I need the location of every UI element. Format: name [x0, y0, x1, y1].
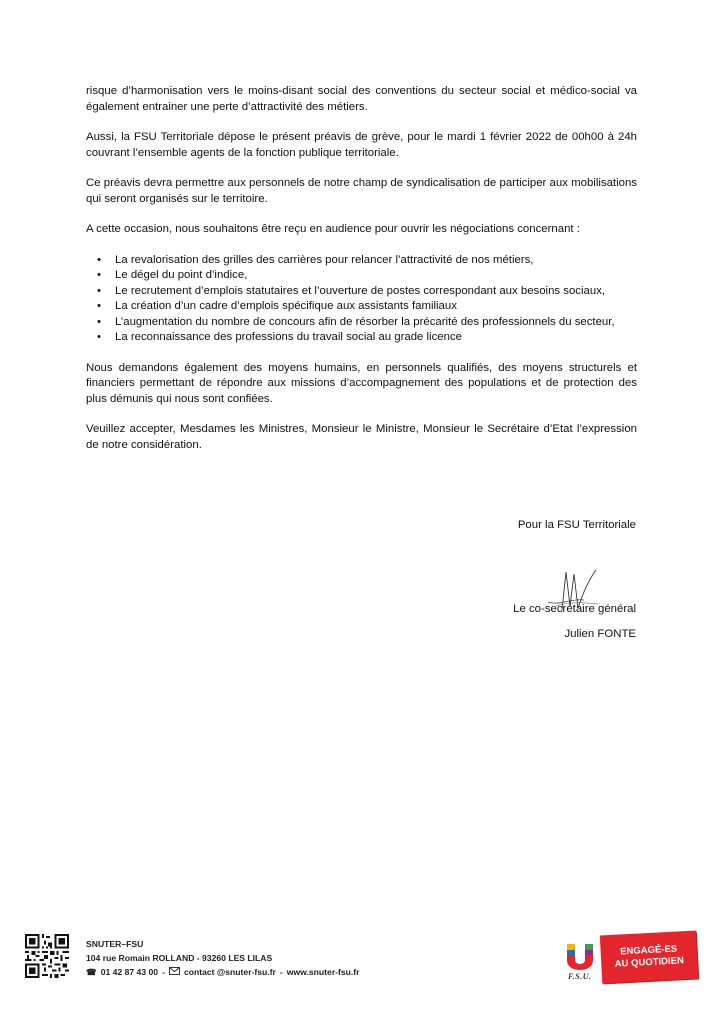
list-item: • La revalorisation des grilles des carrières pour relancer l’attractivité de nos métiers,: [86, 253, 637, 269]
paragraph-5: Nous demandons également des moyens humains, en personnels qualifiés, des moyens structurels et financiers permettant de répondre aux missions d’accompagnement des populations et de protection des plus démunis qui nous sont confiées.: [86, 361, 637, 405]
footer-separator: -: [279, 967, 283, 977]
list-item: • La reconnaissance des professions du travail social au grade licence: [86, 330, 637, 346]
letter-body: [86, 84, 637, 468]
banner-line-2: AU QUOTIDIEN: [614, 955, 685, 970]
footer-contact-row: [86, 965, 360, 979]
list-item: • L’augmentation du nombre de concours afin de résorber la précarité des professionnels du secteur,: [86, 315, 637, 331]
phone-icon: ☎: [86, 967, 97, 977]
footer-phone: 01 42 87 43 00: [100, 967, 159, 977]
footer-website-link[interactable]: www.snuter-fsu.fr: [286, 967, 360, 977]
signature-for-line: Pour la FSU Territoriale: [517, 519, 636, 531]
qr-code-icon: [25, 934, 69, 978]
list-item: • Le recrutement d’emplois statutaires et l’ouverture de postes correspondant aux besoins sociaux,: [86, 284, 637, 300]
envelope-icon: [169, 965, 180, 979]
footer-email-link[interactable]: contact @snuter-fsu.fr: [183, 967, 276, 977]
list-item: • La création d’un cadre d’emplois spécifique aux assistants familiaux: [86, 299, 637, 315]
footer-separator: -: [162, 967, 165, 977]
signature-name: Julien FONTE: [564, 628, 636, 640]
footer-address: 104 rue Romain ROLLAND - 93260 LES LILAS: [86, 953, 273, 963]
engages-banner: [600, 931, 698, 984]
paragraph-2: Aussi, la FSU Territoriale dépose le présent préavis de grève, pour le mardi 1 février 2022 de 00h00 à 24h couvrant l’ensemble agents de la fonction publique territoriale.: [86, 131, 637, 159]
footer-contact: [86, 937, 360, 979]
demands-list: [86, 253, 637, 346]
signature-role: Le co-secrétaire général: [513, 603, 636, 615]
paragraph-4: A cette occasion, nous souhaitons être reçu en audience pour ouvrir les négociations concernant :: [86, 223, 580, 235]
paragraph-3: Ce préavis devra permettre aux personnels de notre champ de syndicalisation de participer aux mobilisations qui seront organisés sur le territoire.: [86, 177, 637, 205]
fsu-logo-text: F.S.U.: [568, 972, 592, 981]
list-item: • Le dégel du point d’indice,: [86, 268, 637, 284]
paragraph-6: Veuillez accepter, Mesdames les Ministres, Monsieur le Ministre, Monsieur le Secrétaire d’Etat l’expression de notre considération.: [86, 423, 637, 451]
banner-line-1: ENGAGÉ-ES: [619, 943, 678, 958]
footer-org-name: SNUTER–FSU: [86, 939, 144, 949]
fsu-logo: [563, 938, 597, 972]
paragraph-1: risque d’harmonisation vers le moins-disant social des conventions du secteur social et médico-social va également entrainer une perte d’attractivité des métiers.: [86, 85, 637, 113]
